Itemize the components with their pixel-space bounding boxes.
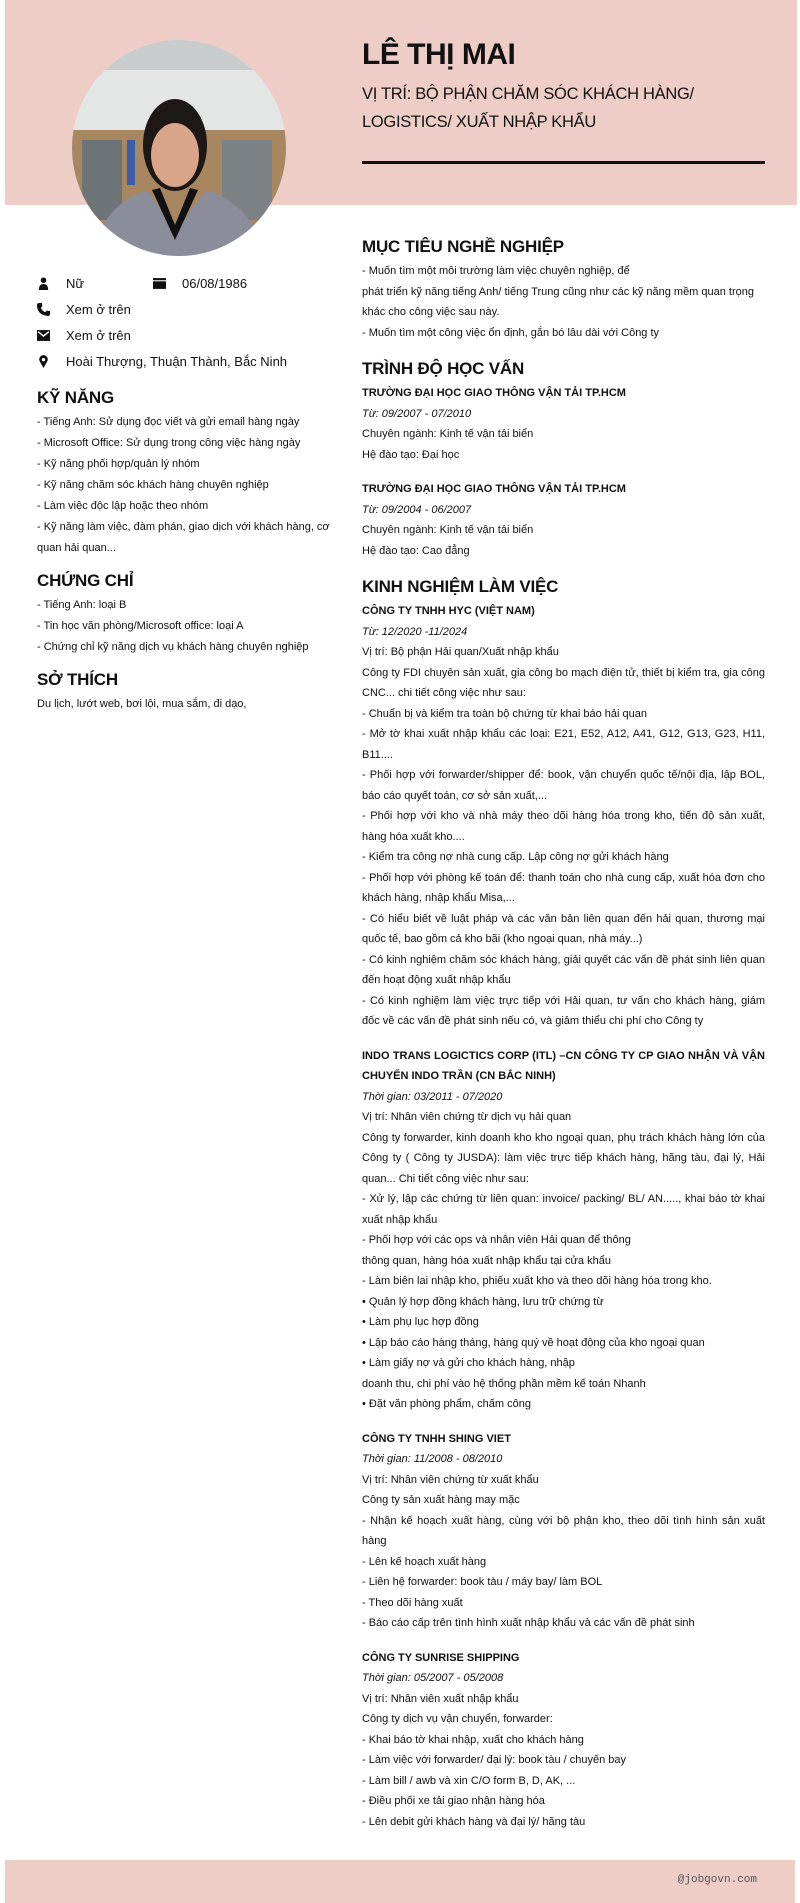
education-entry [362,479,765,561]
experience-line: Công ty dịch vụ vận chuyển, forwarder: [362,1713,553,1725]
experience-line: - Mở tờ khai xuất nhập khẩu các loại: E21, E52, A12, A41, G12, G13, G23, H11, B11.... [362,728,765,761]
right-column [362,237,765,1848]
experience-line: - Lên kế hoạch xuất hàng [362,1555,487,1568]
experience-line: Vị trí: Nhân viên xuất nhập khẩu [362,1692,519,1705]
experience-line: - Phối hợp với kho và nhà máy theo dõi hàng hóa trong kho, tiến độ sản xuất, hàng hóa xuất kho.... [362,810,765,843]
gender-text: Nữ [66,275,85,291]
experience-line: Vị trí: Nhân viên chứng từ dịch vụ hải quan [362,1111,572,1123]
experience-line: Công ty sản xuất hàng may mặc [362,1494,520,1506]
experience-line: • Lập báo cáo hàng tháng, hàng quý về hoạt động của kho ngoại quan [362,1336,705,1349]
skills-list [37,412,337,559]
experience-entry [362,601,765,1032]
contact-row-email [37,322,337,348]
contact-row-gender-birthday [37,270,337,296]
objective-section [362,237,765,343]
education-dates: Từ: 09/2004 - 06/2007 [362,503,472,516]
education-major: Chuyên ngành: Kinh tế vận tải biển [362,524,534,536]
experience-line: Vị trí: Bộ phận Hải quan/Xuất nhập khẩu [362,646,559,658]
experience-line: - Phối hợp với các ops và nhân viên Hải quan để thông [362,1234,631,1246]
experience-line: Vị trí: Nhân viên chứng từ xuất khẩu [362,1473,539,1486]
experience-dates: Thời gian: 11/2008 - 08/2010 [362,1453,503,1465]
education-level: Hệ đào tạo: Đại học [362,448,460,461]
education-major: Chuyên ngành: Kinh tế vận tải biển [362,428,534,440]
experience-line: • Làm phụ lục hợp đồng [362,1316,479,1328]
email-text: Xem ở trên [66,327,131,343]
experience-line: - Phối hợp với phòng kế toán để: thanh toán cho nhà cung cấp, xuất hóa đơn cho khách hàng, nhập khẩu Misa,... [362,871,765,904]
experience-line: • Làm giấy nợ và gửi cho khách hàng, nhập [362,1357,575,1369]
skill-item: - Kỹ năng chăm sóc khách hàng chuyên nghiệp [37,479,269,491]
footer-watermark: @jobgovn.com [677,1874,757,1886]
objective-line: - Muốn tìm một môi trường làm việc chuyên nghiệp, để [362,265,630,277]
candidate-name: LÊ THỊ MAI [362,38,516,71]
certificate-item: - Tiếng Anh: loại B [37,599,127,611]
education-level: Hệ đào tạo: Cao đẳng [362,544,470,557]
contact-row-address [37,348,337,374]
skill-item: - Kỹ năng làm việc, đàm phán, giao dịch với khách hàng, cơ quan hải quan... [37,521,330,554]
experience-line: - Báo cáo cấp trên tình hình xuất nhập khẩu và các vấn đề phát sinh [362,1617,695,1629]
company-name: CÔNG TY SUNRISE SHIPPING [362,1651,520,1664]
education-list [362,383,765,561]
experience-dates: Thời gian: 03/2011 - 07/2020 [362,1090,503,1103]
skill-item: - Tiếng Anh: Sử dụng đọc viết và gửi email hàng ngày [37,416,300,428]
experience-line: - Có kinh nghiệm chăm sóc khách hàng, giải quyết các vấn đề phát sinh liên quan đến hoạt động xuất nhập khẩu [362,953,765,986]
experience-line: - Làm việc với forwarder/ đại lý: book tàu / chuyến bay [362,1754,626,1766]
experience-list [362,601,765,1832]
experience-line: • Đặt văn phòng phẩm, chấm công [362,1398,531,1410]
company-name: CÔNG TY TNHH HYC (VIỆT NAM) [362,605,535,617]
experience-line: - Theo dõi hàng xuất [362,1596,463,1609]
experience-line: - Điều phối xe tải giao nhận hàng hóa [362,1795,545,1807]
experience-dates: Từ: 12/2020 -11/2024 [362,625,468,638]
experience-heading: KINH NGHIỆM LÀM VIỆC [362,577,559,596]
objective-heading: MỤC TIÊU NGHỀ NGHIỆP [362,237,564,256]
calendar-icon [153,277,182,290]
header-divider [362,161,765,164]
school-name: TRƯỜNG ĐẠI HỌC GIAO THÔNG VẬN TẢI TP.HCM [362,387,626,399]
phone-icon [37,303,66,316]
objective-line: - Muốn tìm một công việc ổn định, gắn bó lâu dài với Công ty [362,326,660,339]
footer-band [5,1860,795,1903]
person-icon [37,277,66,290]
experience-dates: Thời gian: 05/2007 - 05/2008 [362,1672,504,1684]
experience-line: doanh thu, chi phí vào hệ thống phần mềm kế toán Nhanh [362,1377,646,1390]
skill-item: - Microsoft Office: Sử dụng trong công việc hàng ngày [37,437,301,449]
skill-item: - Làm việc độc lập hoặc theo nhóm [37,500,209,512]
candidate-role: VỊ TRÍ: BỘ PHẬN CHĂM SÓC KHÁCH HÀNG/ LOGISTICS/ XUẤT NHẬP KHẨU [362,85,694,131]
left-column [37,270,337,715]
contact-row-phone [37,296,337,322]
certificate-item: - Chứng chỉ kỹ năng dịch vụ khách hàng chuyên nghiệp [37,641,309,653]
experience-line: - Chuẩn bị và kiểm tra toàn bộ chứng từ khai báo hải quan [362,707,648,720]
experience-line: • Quản lý hợp đồng khách hàng, lưu trữ chứng từ [362,1295,604,1308]
hobbies-heading: SỞ THÍCH [37,670,118,689]
experience-line: - Khai báo tờ khai nhập, xuất cho khách hàng [362,1733,584,1746]
skills-heading: KỸ NĂNG [37,388,114,407]
experience-entry [362,1648,765,1833]
school-name: TRƯỜNG ĐẠI HỌC GIAO THÔNG VẬN TẢI TP.HCM [362,483,626,495]
certificates-list [37,595,337,658]
experience-line: - Nhận kế hoạch xuất hàng, cùng với bộ phận kho, theo dõi tình hình sản xuất hàng [362,1514,765,1547]
company-name: INDO TRANS LOGICTICS CORP (ITL) –CN CÔNG TY CP GIAO NHẬN VÀ VẬN CHUYỂN INDO TRẦN (CN BẮC NINH) [362,1049,765,1082]
education-entry [362,383,765,465]
experience-line: - Có hiểu biết về luật pháp và các văn bản liên quan đến hải quan, thương mại quốc tế, bao gồm cả kho bãi (kho ngoại quan, nhà máy...) [362,912,765,945]
experience-line: thông quan, hàng hóa xuất nhập khẩu tại cửa khẩu [362,1254,611,1267]
certificate-item: - Tin học văn phòng/Microsoft office: loại A [37,620,244,632]
experience-line: - Có kinh nghiệm làm việc trực tiếp với Hải quan, tư vấn cho khách hàng, giám đốc về các vấn đề phát sinh nếu có, và giảm thiểu chi phí cho Công ty [362,994,765,1027]
experience-line: - Kiểm tra công nợ nhà cung cấp. Lập công nợ gửi khách hàng [362,851,669,863]
experience-line: Công ty forwarder, kinh doanh kho kho ngoại quan, phụ trách khách hàng lớn của Công ty ( Công ty JUSDA): làm việc trực tiếp khách hàng, hãng tàu, đại lý, Hải quan... Chi tiết công việc như sau: [362,1131,765,1185]
objective-line: phát triển kỹ năng tiếng Anh/ tiếng Trung cũng như các kỹ năng mềm quan trọng khác cho công việc sau này. [362,285,755,318]
experience-line: - Phối hợp với forwarder/shipper để: book, vận chuyển quốc tế/nội địa, lập BOL, báo cáo quyết toán, cơ sở sản xuất,... [362,769,765,802]
skill-item: - Kỹ năng phối hợp/quản lý nhóm [37,458,200,470]
hobbies-text: Du lịch, lướt web, bơi lội, mua sắm, đi dạo, [37,698,247,710]
profile-photo [72,40,286,256]
experience-line: - Xử lý, lập các chứng từ liên quan: invoice/ packing/ BL/ AN....., khai báo tờ khai xuất nhập khẩu [362,1193,765,1226]
location-pin-icon [37,355,66,368]
education-section [362,359,765,561]
experience-line: Công ty FDI chuyên sản xuất, gia công bo mạch điện tử, thiết bị kiểm tra, gia công CNC... chi tiết công việc như sau: [362,666,765,699]
experience-section [362,577,765,1832]
experience-line: - Lên debit gửi khách hàng và đại lý/ hãng tàu [362,1815,586,1828]
education-heading: TRÌNH ĐỘ HỌC VẤN [362,359,525,378]
experience-line: - Làm bill / awb và xin C/O form B, D, AK, ... [362,1774,576,1787]
education-dates: Từ: 09/2007 - 07/2010 [362,407,472,420]
certificates-heading: CHỨNG CHỈ [37,571,134,590]
experience-line: - Làm biên lai nhập kho, phiếu xuất kho và theo dõi hàng hóa trong kho. [362,1275,712,1287]
birthday-text: 06/08/1986 [182,275,248,291]
company-name: CÔNG TY TNHH SHING VIET [362,1432,511,1445]
experience-entry [362,1046,765,1415]
experience-entry [362,1429,765,1634]
phone-text: Xem ở trên [66,301,131,317]
envelope-icon [37,329,66,342]
experience-line: - Liên hệ forwarder: book tàu / máy bay/ làm BOL [362,1576,603,1588]
address-text: Hoài Thượng, Thuận Thành, Bắc Ninh [66,353,288,369]
